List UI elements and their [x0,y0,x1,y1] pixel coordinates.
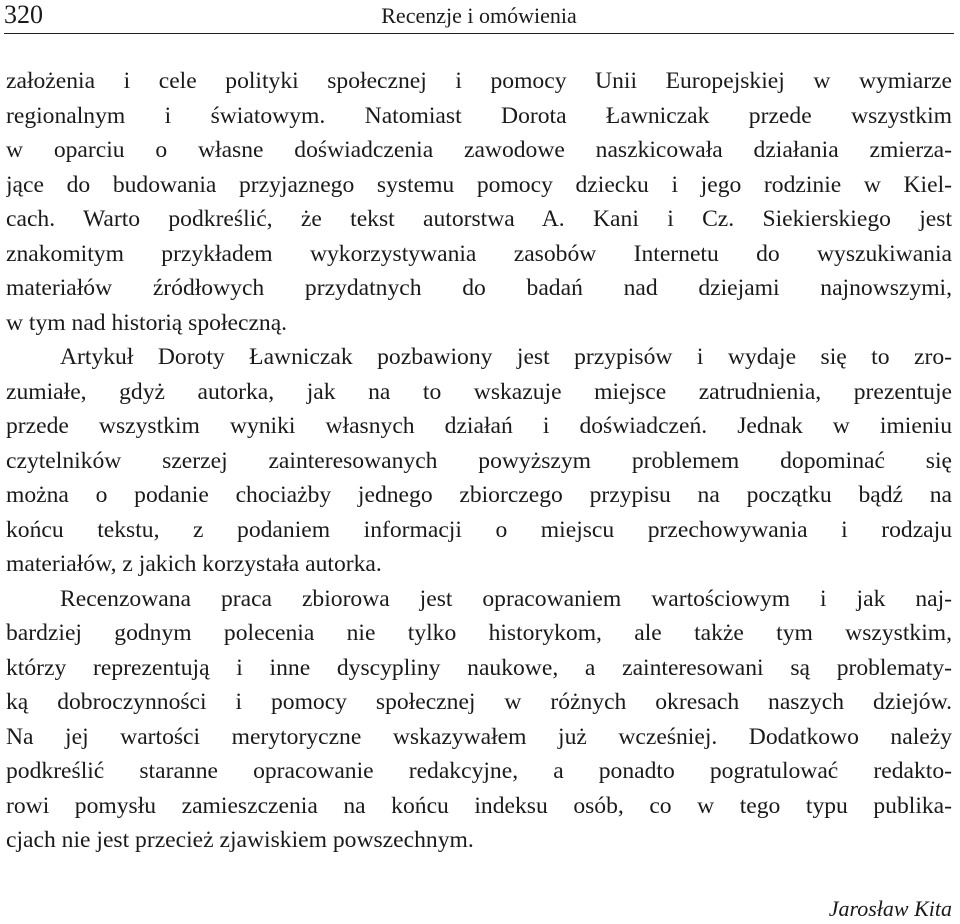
text-line: którzy reprezentują i inne dyscypliny naukowe, a zainteresowani są problematy- [6,654,952,681]
text-line: Na jej wartości merytoryczne wskazywałem już wcześniej. Dodatkowo należy [6,723,952,750]
paragraph [6,64,952,340]
text-line: Artykuł Doroty Ławniczak pozbawiony jest przypisów i wydaje się to zro- [60,344,952,370]
text-line: w tym nad historią społeczną. [6,309,288,336]
page-number: 320 [4,0,43,29]
paragraph-container [6,64,952,858]
text-line: końcu tekstu, z podaniem informacji o miejscu przechowywania i rodzaju [6,516,952,543]
text-line: Recenzowana praca zbiorowa jest opracowaniem wartościowym i jak naj- [60,585,952,612]
text-line: jące do budowania przyjaznego systemu pomocy dziecku i jego rodzinie w Kiel- [6,171,952,198]
text-line: rowi pomysłu zamieszczenia na końcu indeksu osób, co w tego typu publika- [6,792,952,819]
text-line: ką dobroczynności i pomocy społecznej w różnych okresach naszych dziejów. [6,689,952,715]
paragraph [6,340,952,582]
paragraph [6,582,952,858]
text-line: cjach nie jest przecież zjawiskiem powszechnym. [6,827,474,853]
author-signature: Jarosław Kita [828,896,952,921]
text-line: regionalnym i światowym. Natomiast Dorota Ławniczak przede wszystkim [6,102,952,129]
text-line: zumiałe, gdyż autorka, jak na to wskazuje miejsce zatrudnienia, prezentuje [6,378,952,405]
text-line: znakomitym przykładem wykorzystywania zasobów Internetu do wyszukiwania [6,240,952,267]
text-line: podkreślić staranne opracowanie redakcyjne, a ponadto pogratulować redakto- [6,758,952,784]
running-head-title: Recenzje i omówienia [381,3,577,28]
text-line: czytelników szerzej zainteresowanych powyższym problemem dopominać się [6,447,952,474]
text-line: założenia i cele polityki społecznej i pomocy Unii Europejskiej w wymiarze [6,68,952,94]
text-line: cach. Warto podkreślić, że tekst autorstwa A. Kani i Cz. Siekierskiego jest [6,206,952,232]
text-line: można o podanie chociażby jednego zbiorczego przypisu na początku bądź na [6,482,952,508]
body-text [6,64,952,858]
running-header [4,0,954,34]
text-line: bardziej godnym polecenia nie tylko historykom, ale także tym wszystkim, [6,620,952,646]
text-line: materiałów, z jakich korzystała autorka. [6,551,382,577]
text-line: przede wszystkim wyniki własnych działań i doświadczeń. Jednak w imieniu [6,413,952,439]
text-line: w oparciu o własne doświadczenia zawodowe naszkicowała działania zmierza- [6,137,952,163]
text-line: materiałów źródłowych przydatnych do badań nad dziejami najnowszymi, [6,275,952,301]
